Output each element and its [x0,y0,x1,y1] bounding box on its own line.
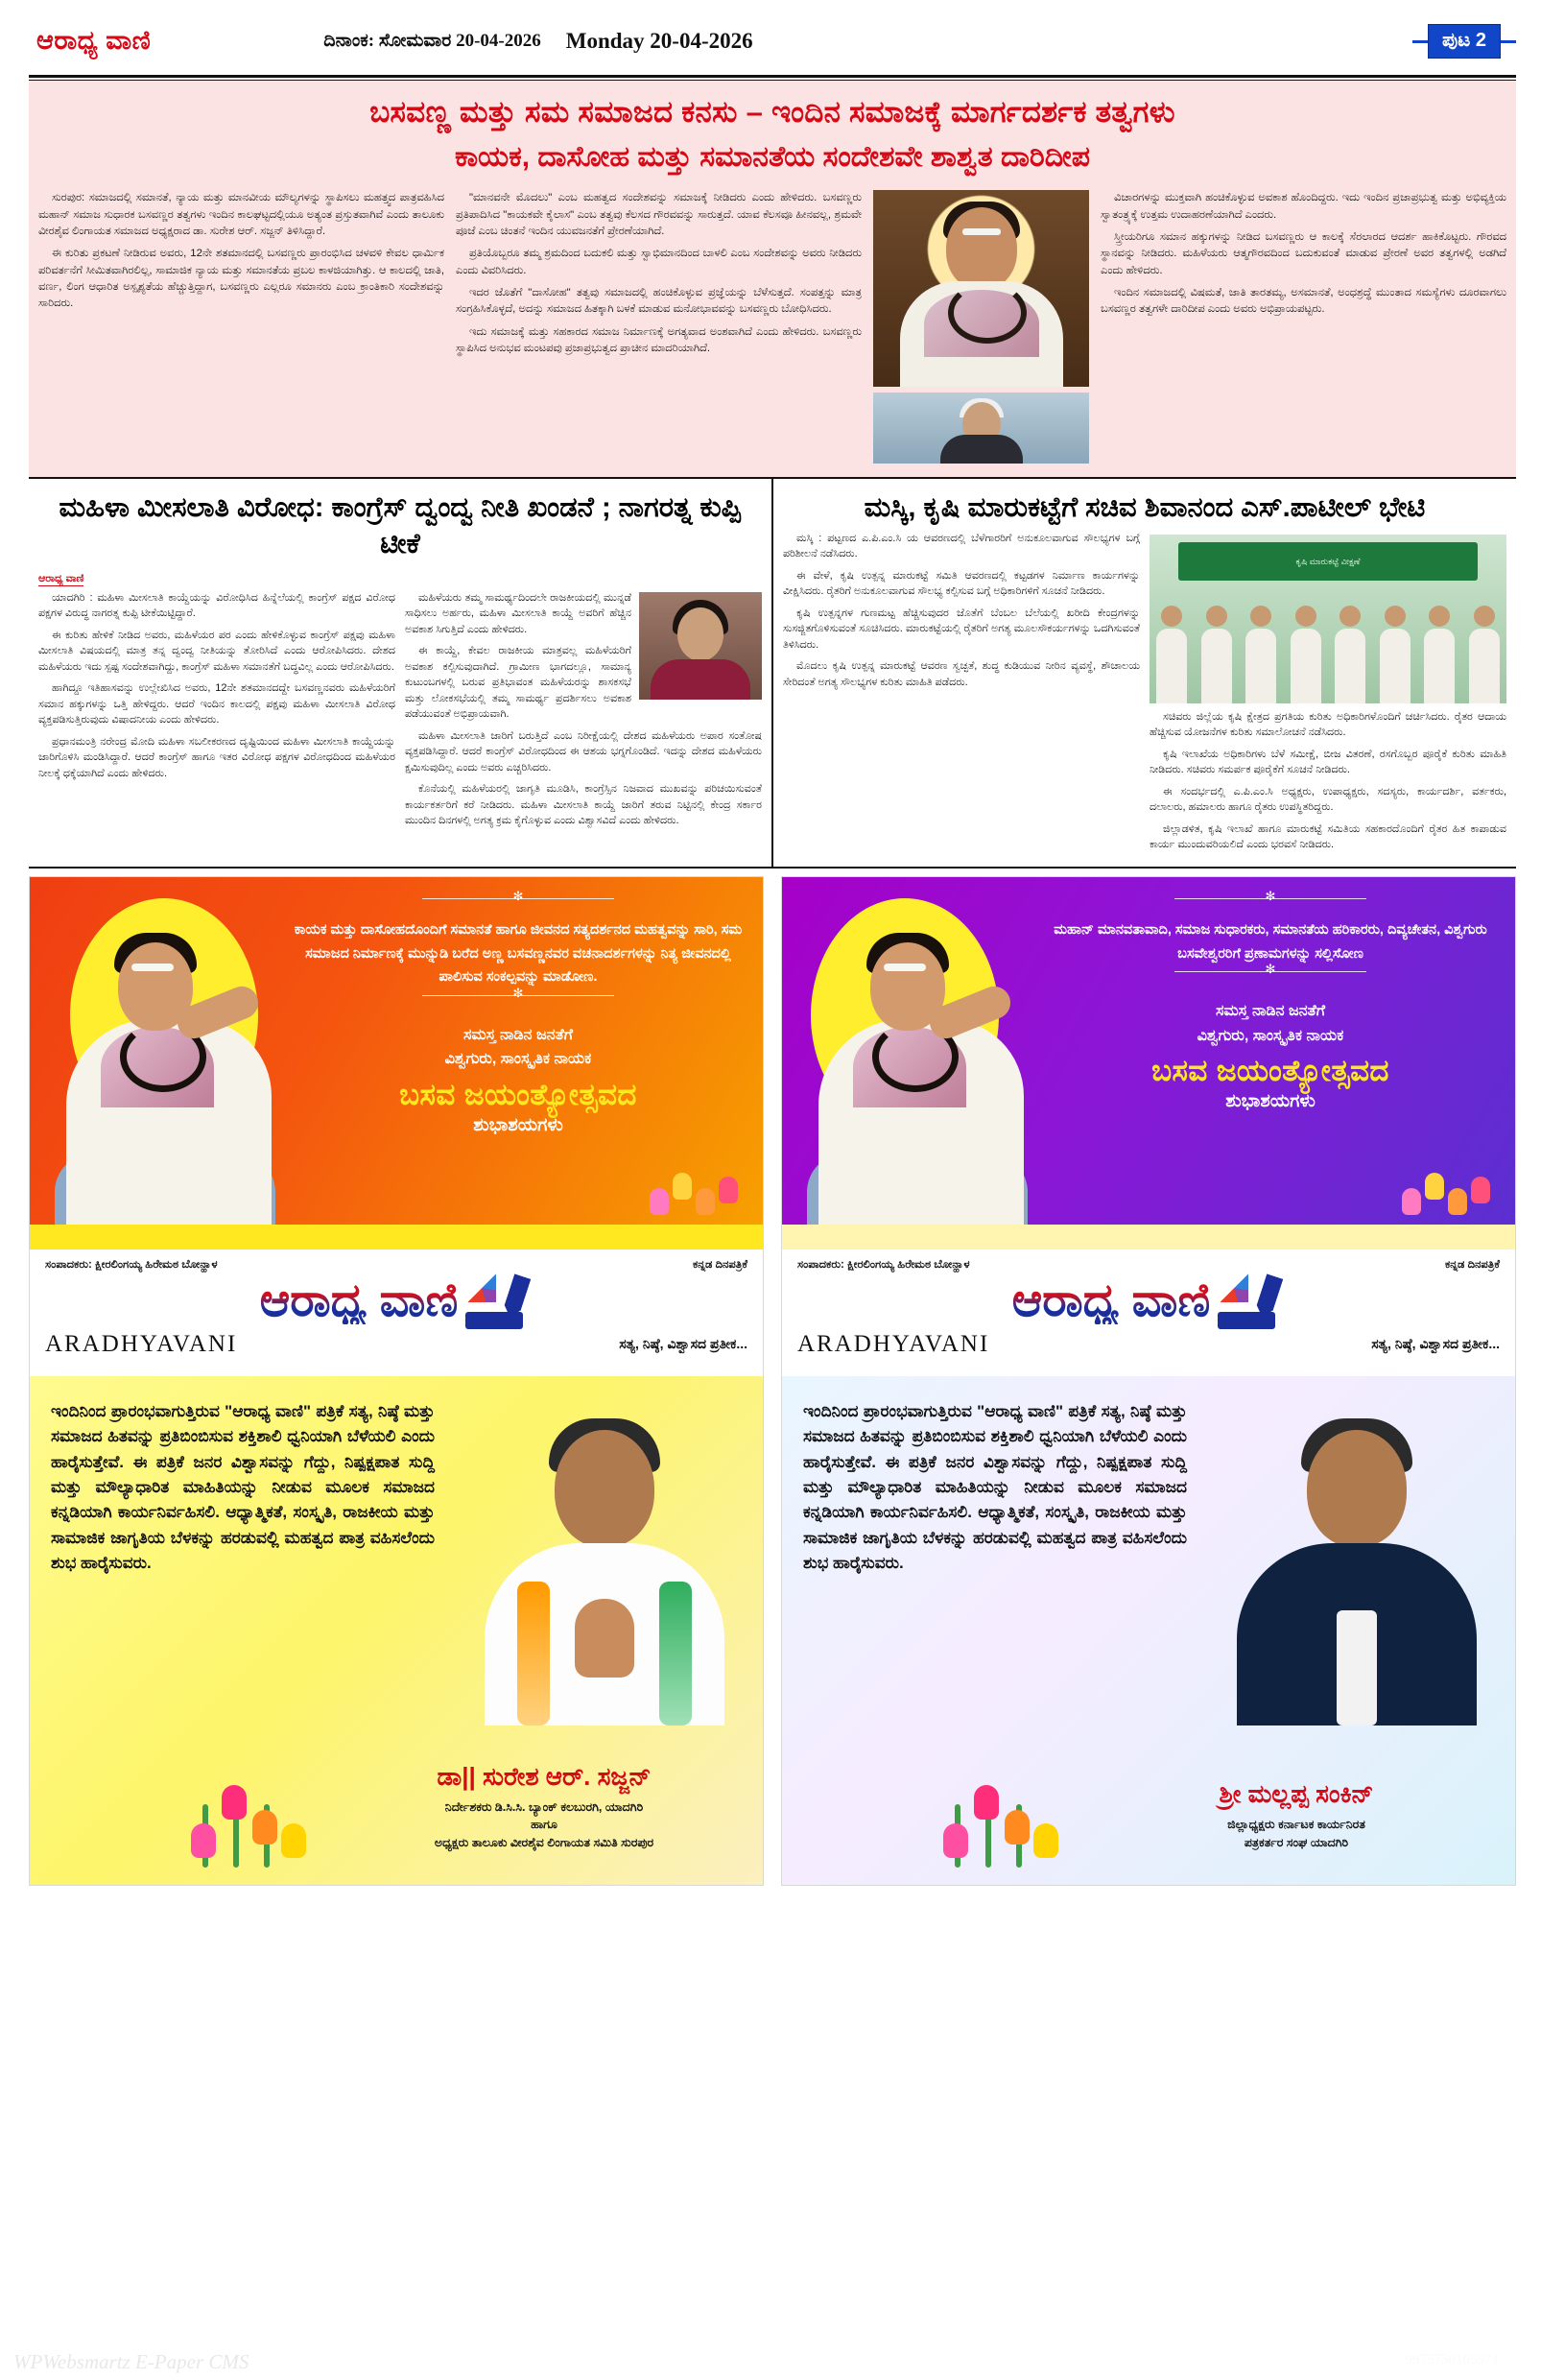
person-head [1295,606,1316,627]
flower [673,1173,692,1200]
story-para: ಈ ಕುರಿತು ಹೇಳಿಕೆ ನೀಡಿದ ಅವರು, ಮಹಿಳೆಯರ ಪರ ಎಂದು ಹೇಳಿಕೊಳ್ಳುವ ಕಾಂಗ್ರೆಸ್ ಪಕ್ಷವು ಮಹಿಳಾ ಮೀಸಲಾತಿ ವಿಷಯದಲ್ಲಿ ಮಾತ್ರ ತನ್ನ ದ್ವಂದ್ವ ನೀತಿಯನ್ನು ತೋರಿಸಿದೆ ಎಂದು ಆರೋಪಿಸಿದರು. ದೇಶದ ಮಹಿಳೆಯರು ಇದು ಸ್ಪಷ್ಟ ಸಂದೇಶವಾಗಿದ್ದು, ಕಾಂಗ್ರೆಸ್ ಮಹಿಳಾ ಸಮಾನತೆಗೆ ಬದ್ಧವಿಲ್ಲ ಎಂದು ಆರೋಪಿಸಿದರು. [38,629,395,673]
story-para: ಮಹಿಳಾ ಮೀಸಲಾತಿ ಜಾರಿಗೆ ಬರುತ್ತಿದೆ ಎಂಬ ನಿರೀಕ್ಷೆಯಲ್ಲಿ ದೇಶದ ಮಹಿಳೆಯರು ಅಪಾರ ಸಂತೋಷ ವ್ಯಕ್ತಪಡಿಸಿದ್ದಾರೆ. ಆದರೆ ಕಾಂಗ್ರೆಸ್ ವಿರೋಧದಿಂದ ಈ ಆಶಯ ಭಗ್ನಗೊಂಡಿದೆ. ಇದನ್ನು ದೇಶದ ಮಹಿಳೆಯರು ಕ್ಷಮಿಸುವುದಿಲ್ಲ ಎಂದು ಅವರು ಎಚ್ಚರಿಸಿದರು. [405,729,762,774]
lead-headline: ಬಸವಣ್ಣ ಮತ್ತು ಸಮ ಸಮಾಜದ ಕನಸು – ಇಂದಿನ ಸಮಾಜಕ್ಕೆ ಮಾರ್ಗದರ್ಶಕ ತತ್ವಗಳು [369,95,1175,129]
nagaratna-kuppi-photo [639,592,762,700]
masthead-title-kannada: ಆರಾಧ್ಯ ವಾಣಿ [259,1274,459,1326]
photo-banner [1178,542,1478,581]
figure-head [118,942,193,1031]
photo-person [1424,606,1455,703]
portrait-tilak [962,228,1001,235]
lead-column-1 [38,190,444,464]
masthead-editor: ಸಂಪಾದಕರು: ಕ್ಷೀರಲಿಂಗಯ್ಯ ಹಿರೇಮಠ ಬೋನ್ಹಾಳ [797,1258,970,1271]
person-head [555,1430,654,1547]
ad-right-wish: ಶುಭಾಶಯಗಳು [1225,1091,1316,1112]
masthead-bottom-row [797,1331,1500,1358]
flower [650,1188,669,1215]
lead-para: ಸುರಪುರ: ಸಮಾಜದಲ್ಲಿ ಸಮಾನತೆ, ನ್ಯಾಯ ಮತ್ತು ಮಾನವೀಯ ಮೌಲ್ಯಗಳನ್ನು ಸ್ಥಾಪಿಸಲು ಮಹತ್ತ್ವದ ಪಾತ್ರವಹಿಸಿದ ಮಹಾನ್ ಸಮಾಜ ಸುಧಾರಕ ಬಸವಣ್ಣರ ತತ್ವಗಳು ಇಂದಿನ ಕಾಲಘಟ್ಟದಲ್ಲಿಯೂ ಅತ್ಯಂತ ಪ್ರಸ್ತುತವಾಗಿವೆ ಎಂದು ತಾಲೂಕು ವೀರಶೈವ ಲಿಂಗಾಯತ ಸಮಾಜದ ಅಧ್ಯಕ್ಷರಾದ ಡಾ. ಸುರೇಶ ಆರ್. ಸಜ್ಜನ್ ತಿಳಿಸಿದ್ದಾರೆ. [38,192,444,237]
ad-card-right [781,876,1516,1886]
story-para: ಕೃಷಿ ಉತ್ಪನ್ನಗಳ ಗುಣಮಟ್ಟ ಹೆಚ್ಚಿಸುವುದರ ಜೊತೆಗೆ ಬೆಂಬಲ ಬೆಲೆಯಲ್ಲಿ ಖರೀದಿ ಕೇಂದ್ರಗಳನ್ನು ಸುಸಜ್ಜಿತಗೊಳಿಸುವಂತೆ ಸೂಚಿಸಿದರು. ಮಾರುಕಟ್ಟೆಯಲ್ಲಿ ರೈತರಿಗೆ ಅಗತ್ಯ ಮೂಲಸೌಕರ್ಯಗಳನ್ನು ಒದಗಿಸುವಂತೆ ತಿಳಿಸಿದರು. [783,607,1140,651]
person-head [1250,606,1271,627]
story-para: ಜಿಲ್ಲಾಡಳಿತ, ಕೃಷಿ ಇಲಾಖೆ ಹಾಗೂ ಮಾರುಕಟ್ಟೆ ಸಮಿತಿಯ ಸಹಕಾರದೊಂದಿಗೆ ರೈತರ ಹಿತ ಕಾಪಾಡುವ ಕಾರ್ಯ ಮುಂದುವರಿಯಲಿದೆ ಎಂದು ಭರವಸೆ ನೀಡಿದರು. [1150,822,1506,851]
greeting-ads-row [29,876,1516,1886]
person-head [1307,1430,1407,1547]
shirt-collar [1337,1610,1377,1726]
pen-book-logo-icon [1216,1273,1279,1329]
watermark-cms: WPWebsmartz E-Paper CMS [13,2350,249,2373]
flower [252,1810,277,1844]
masthead-tagline: ಸತ್ಯ, ನಿಷ್ಠೆ, ವಿಶ್ವಾಸದ ಪ್ರತೀಕ... [1371,1336,1500,1352]
flower [1005,1810,1030,1844]
masthead-bottom-row [45,1331,747,1358]
lead-body [29,186,1516,471]
masthead-title-kannada: ಆರಾಧ್ಯ ವಾಣಿ [1011,1274,1211,1326]
story-para: ಕೃಷಿ ಇಲಾಖೆಯ ಅಧಿಕಾರಿಗಳು ಬೆಳೆ ಸಮೀಕ್ಷೆ, ಬೀಜ ವಿತರಣೆ, ರಸಗೊಬ್ಬರ ಪೂರೈಕೆ ಕುರಿತು ಮಾಹಿತಿ ನೀಡಿದರು. ಸಚಿವರು ಸಮರ್ಪಕ ಪೂರೈಕೆಗೆ ಸೂಚನೆ ನೀಡಿದರು. [1150,748,1506,776]
signature-name: ಶ್ರೀ ಮಲ್ಲಪ್ಪ ಸಂಕಿನ್ [1219,1779,1374,1809]
ornament-divider-bottom [422,995,614,1006]
mid-left-byline: ಆರಾಧ್ಯ ವಾಣಿ [38,572,84,584]
masthead-top-row [45,1259,747,1272]
portrait-head [946,207,1017,290]
flower [719,1177,738,1203]
mid-left-headline: ಮಹಿಳಾ ಮೀಸಲಾತಿ ವಿರೋಧ: ಕಾಂಗ್ರೆಸ್ ದ್ವಂದ್ವ ನೀತಿ ಖಂಡನೆ ; ನಾಗರತ್ನ ಕುಪ್ಪಿ ಟೀಕೆ [59,492,742,559]
inset-person-photo [873,393,1089,464]
scarf-left [517,1582,550,1726]
mid-right-column-1 [783,531,1140,859]
chip-dash-right [1501,40,1516,43]
masthead-block-left [30,1250,763,1376]
masthead-kind: ಕನ್ನಡ ದಿನಪತ್ರಿಕೆ [692,1258,747,1271]
header-date-kannada: ದಿನಾಂಕ: ಸೋಮವಾರ 20-04-2026 [323,31,541,51]
flower [1448,1188,1467,1215]
bottom-right-message: ಇಂದಿನಿಂದ ಪ್ರಾರಂಭವಾಗುತ್ತಿರುವ "ಆರಾಧ್ಯ ವಾಣಿ" ಪತ್ರಿಕೆ ಸತ್ಯ, ನಿಷ್ಠೆ ಮತ್ತು ಸಮಾಜದ ಹಿತವನ್ನು ಪ್ರತಿಬಿಂಬಿಸುವ ಶಕ್ತಿಶಾಲಿ ಧ್ವನಿಯಾಗಿ ಬೆಳೆಯಲಿ ಎಂದು ಹಾರೈಸುತ್ತೇವೆ. ಈ ಪತ್ರಿಕೆ ಜನರ ವಿಶ್ವಾಸವನ್ನು ಗೆದ್ದು, ನಿಷ್ಪಕ್ಷಪಾತ ಸುದ್ದಿ ಮತ್ತು ಮೌಲ್ಯಾಧಾರಿತ ಮಾಹಿತಿಯನ್ನು ನೀಡುವ ಮೂಲಕ ಸಮಾಜದ ಕನ್ನಡಿಯಾಗಿ ಕಾರ್ಯನಿರ್ವಹಿಸಲಿ. ಆಧ್ಯಾತ್ಮಿಕತೆ, ಸಂಸ್ಕೃತಿ, ರಾಜಕೀಯ ಮತ್ತು ಸಾಮಾಜಿಕ ಜಾಗೃತಿಯ ಬೆಳಕನ್ನು ಹರಡುವಲ್ಲಿ ಮಹತ್ವದ ಪಾತ್ರ ವಹಿಸಲೆಂದು ಶುಭ ಹಾರೈಸುವರು. [803,1401,1187,1572]
figure-tilak [131,964,174,971]
pen-book-logo-icon [463,1273,527,1329]
portrait-beads [948,282,1027,344]
person-head [1161,606,1182,627]
flower [222,1785,247,1820]
mid-right-column-2 [1150,531,1506,859]
person-body [1245,629,1276,703]
person-collar [1237,1553,1477,1726]
masthead-title-english: ARADHYAVANI [797,1330,990,1357]
scarf-right [659,1582,692,1726]
mallappa-sankin-photo [1198,1376,1515,1760]
flower [281,1823,306,1858]
flowers-decoration [1396,1129,1511,1221]
bottom-right-signature [1095,1779,1498,1852]
ad-right-line2: ವಿಶ್ವಗುರು, ಸಾಂಸ್ಕೃತಿಕ ನಾಯಕ [1197,1027,1344,1044]
ornament-divider-top [422,898,614,909]
header-rule-thick [29,75,1516,78]
story-para: ಈ ಸಂದರ್ಭದಲ್ಲಿ ಎ.ಪಿ.ಎಂ.ಸಿ ಅಧ್ಯಕ್ಷರು, ಉಪಾಧ್ಯಕ್ಷರು, ಸದಸ್ಯರು, ಕಾರ್ಯದರ್ಶಿ, ವರ್ತಕರು, ದಲಾಲರು, ಹಮಾಲರು ಹಾಗೂ ರೈತರು ಉಪಸ್ಥಿತರಿದ್ದರು. [1150,785,1506,814]
ad-card-left [29,876,764,1886]
masthead-kind: ಕನ್ನಡ ದಿನಪತ್ರಿಕೆ [1444,1258,1500,1271]
signature-role-1: ನಿರ್ದೇಶಕರು ಡಿ.ಸಿ.ಸಿ. ಬ್ಯಾಂಕ್ ಕಲಬುರಗಿ, ಯಾದಗಿರಿ [444,1799,644,1814]
ad-right-message: ಮಹಾನ್ ಮಾನವತಾವಾದಿ, ಸಮಾಜ ಸುಧಾರಕರು, ಸಮಾನತೆಯ ಹರಿಕಾರರು, ದಿವ್ಯಚೇತನ, ವಿಶ್ವಗುರು ಬಸವೇಶ್ವರರಿಗೆ ಪ್ರಣಾಮಗಳನ್ನು ಸಲ್ಲಿಸೋಣ [1054,921,1487,962]
story-para: ಈ ವೇಳೆ, ಕೃಷಿ ಉತ್ಪನ್ನ ಮಾರುಕಟ್ಟೆ ಸಮಿತಿ ಆವರಣದಲ್ಲಿ ಕಟ್ಟಡಗಳ ನಿರ್ಮಾಣ ಕಾರ್ಯಗಳನ್ನು ವೀಕ್ಷಿಸಿದರು. ರೈತರಿಗೆ ಅನುಕೂಲವಾಗುವ ಸೌಲಭ್ಯ ಕಲ್ಪಿಸುವ ಬಗ್ಗೆ ಅಧಿಕಾರಿಗಳಿಗೆ ಸೂಚನೆ ನೀಡಿದರು. [783,569,1140,598]
watermark-code: 9975750105971 [1405,2352,1499,2368]
ad-left-line1: ಸಮಸ್ತ ನಾಡಿನ ಜನತೆಗೆ [462,1026,574,1043]
story-para: ಕೊನೆಯಲ್ಲಿ ಮಹಿಳೆಯರಲ್ಲಿ ಜಾಗೃತಿ ಮೂಡಿಸಿ, ಕಾಂಗ್ರೆಸ್ಸಿನ ನಿಜವಾದ ಮುಖವನ್ನು ಪರಿಚಯಿಸುವಂತೆ ಕಾರ್ಯಕರ್ತರಿಗೆ ಕರೆ ನೀಡಿದರು. ಮಹಿಳಾ ಮೀಸಲಾತಿ ಕಾಯ್ದೆ ಜಾರಿಗೆ ತರುವ ನಿಟ್ಟಿನಲ್ಲಿ ಕೇಂದ್ರ ಸರ್ಕಾರ ಮುಂದಿನ ದಿನಗಳಲ್ಲಿ ಅಗತ್ಯ ಕ್ರಮ ಕೈಗೊಳ್ಳುವ ಎಂದು ವಿಶ್ವಾಸವಿದೆ ಎಂದು ಹೇಳಿದರು. [405,783,762,827]
lead-para: "ಮಾನವನೇ ಮೊದಲು" ಎಂಬ ಮಹತ್ವದ ಸಂದೇಶವನ್ನು ಸಮಾಜಕ್ಕೆ ನೀಡಿದರು ಎಂದು ಹೇಳಿದರು. ಬಸವಣ್ಣರು ಪ್ರತಿಪಾದಿಸಿದ "ಕಾಯಕವೇ ಕೈಲಾಸ" ಎಂಬ ತತ್ವವು ಕೆಲಸದ ಗೌರವವನ್ನು ಸಾರುತ್ತದೆ. ಯಾವ ಕೆಲಸವೂ ಹೀನವಲ್ಲ, ಶ್ರಮವೇ ಪೂಜೆ ಎಂಬ ಚಿಂತನೆ ಇಂದಿನ ಯುವಜನತೆಗೆ ಪ್ರೇರಣೆಯಾಗಿದೆ. [456,192,862,237]
flower [1033,1823,1058,1858]
story-para: ಮಸ್ಕಿ : ಪಟ್ಟಣದ ಎ.ಪಿ.ಎಂ.ಸಿ ಯ ಆವರಣದಲ್ಲಿ ಬೆಳೆಗಾರರಿಗೆ ಅನುಕೂಲವಾಗುವ ಸೌಲಭ್ಯಗಳ ಬಗ್ಗೆ ಪರಿಶೀಲನೆ ನಡೆಸಿದರು. [783,532,1140,560]
header-date-english: Monday 20-04-2026 [565,29,753,53]
mid-stories [29,479,1516,869]
suresh-sajjan-photo [446,1376,763,1760]
banner-bottom-strip [782,1225,1515,1250]
basavanna-portrait-photo [873,190,1089,387]
story-para: ಹಾಗಿದ್ದೂ ಇತಿಹಾಸವನ್ನು ಉಲ್ಲೇಖಿಸಿದ ಅವರು, 12ನೇ ಶತಮಾನದದ್ದೇ ಬಸವಣ್ಣನವರು ಮಹಿಳೆಯರಿಗೆ ಸಮಾನ ಹಕ್ಕುಗಳನ್ನು ಒತ್ತಿ ಹೇಳಿದ್ದರು. ಆದರೆ ಇಂದಿನ ಕಾಲದಲ್ಲಿ ಪಕ್ಷವು ಮಹಿಳಾ ಮೀಸಲಾತಿ ವಿರೋಧ ವ್ಯಕ್ತಪಡಿಸುತ್ತಿರುವುದು ವಿಷಾದನೀಯ ಎಂದು ಹೇಳಿದರು. [38,682,395,726]
chip-dash-left [1412,40,1428,43]
person-body [1156,629,1187,703]
masthead-logo-row [797,1273,1500,1329]
lead-para: ಇದು ಸಮಾಜಕ್ಕೆ ಮತ್ತು ಸಹಕಾರದ ಸಮಾಜ ನಿರ್ಮಾಣಕ್ಕೆ ಅಗತ್ಯವಾದ ಅಂಶವಾಗಿದೆ ಎಂದು ಹೇಳಿದರು. ಬಸವಣ್ಣರು ಸ್ಥಾಪಿಸಿದ ಅನುಭವ ಮಂಟಪವು ಪ್ರಜಾಪ್ರಭುತ್ವದ ಪ್ರಾಚೀನ ಮಾದರಿಯಾಗಿದೆ. [456,325,862,354]
basava-jayanti-banner-orange [30,877,763,1225]
page-number-badge: ಪುಟ 2 [1428,24,1501,59]
story-para: ಮಹಿಳೆಯರು ತಮ್ಮ ಸಾಮರ್ಥ್ಯದಿಂದಲೇ ರಾಜಕೀಯದಲ್ಲಿ ಮುನ್ನಡೆ ಸಾಧಿಸಲು ಅರ್ಹರು, ಮಹಿಳಾ ಮೀಸಲಾತಿ ಕಾಯ್ದೆ ಅವರಿಗೆ ಹೆಚ್ಚಿನ ಅವಕಾಶ ಸಿಗುತ್ತಿದೆ ಎಂದು ಹೇಳಿದರು. [405,591,631,635]
lead-column-2 [456,190,862,464]
lead-para: ವಿಚಾರಗಳನ್ನು ಮುಕ್ತವಾಗಿ ಹಂಚಿಕೊಳ್ಳುವ ಅವಕಾಶ ಹೊಂದಿದ್ದರು. ಇದು ಇಂದಿನ ಪ್ರಜಾಪ್ರಭುತ್ವ ಮತ್ತು ಅಭಿವ್ಯಕ್ತಿಯ ಸ್ವಾತಂತ್ರ್ಯಕ್ಕೆ ಉತ್ತಮ ಉದಾಹರಣೆಯಾಗಿದೆ ಎಂದರು. [1101,192,1506,221]
photo-person [1201,606,1232,703]
header-brand: ಆರಾಧ್ಯ ವಾಣಿ [36,26,152,55]
bottom-right-flowers [926,1724,1099,1868]
masthead-tagline: ಸತ್ಯ, ನಿಷ್ಠೆ, ವಿಶ್ವಾಸದ ಪ್ರತೀಕ... [619,1336,747,1352]
flowers-decoration [644,1129,759,1221]
lead-para: ಇದರ ಜೊತೆಗೆ "ದಾಸೋಹ" ತತ್ವವು ಸಮಾಜದಲ್ಲಿ ಹಂಚಿಕೊಳ್ಳುವ ಪ್ರಜ್ಞೆಯನ್ನು ಬೆಳೆಸುತ್ತದೆ. ಸಂಪತ್ತನ್ನು ಮಾತ್ರ ಸಂಗ್ರಹಿಸಿಕೊಳ್ಳದೆ, ಅದನ್ನು ಸಮಾಜದ ಹಿತಕ್ಕಾಗಿ ಬಳಕೆ ಮಾಡುವ ಮನೋಭಾವವನ್ನು ಬಸವಣ್ಣರು ಬೋಧಿಸಿದರು. [456,286,862,316]
fan-icon [1220,1273,1248,1302]
fan-icon [467,1273,496,1302]
person-head [1339,606,1361,627]
basavanna-figure [801,908,1037,1225]
photo-person [1380,606,1411,703]
ornament-divider-bottom [1174,971,1366,982]
flower [191,1823,216,1858]
page-number-group [1412,24,1516,59]
story-para: ಸಚಿವರು ಜಿಲ್ಲೆಯ ಕೃಷಿ ಕ್ಷೇತ್ರದ ಪ್ರಗತಿಯ ಕುರಿತು ಅಧಿಕಾರಿಗಳೊಂದಿಗೆ ಚರ್ಚಿಸಿದರು. ರೈತರ ಆದಾಯ ಹೆಚ್ಚಿಸುವ ಯೋಜನೆಗಳ ಕುರಿತು ಸಮಾಲೋಚನೆ ನಡೆಸಿದರು. [1150,710,1506,739]
ad-right-line1: ಸಮಸ್ತ ನಾಡಿನ ಜನತೆಗೆ [1215,1003,1326,1020]
bottom-left-message: ಇಂದಿನಿಂದ ಪ್ರಾರಂಭವಾಗುತ್ತಿರುವ "ಆರಾಧ್ಯ ವಾಣಿ" ಪತ್ರಿಕೆ ಸತ್ಯ, ನಿಷ್ಠೆ ಮತ್ತು ಸಮಾಜದ ಹಿತವನ್ನು ಪ್ರತಿಬಿಂಬಿಸುವ ಶಕ್ತಿಶಾಲಿ ಧ್ವನಿಯಾಗಿ ಬೆಳೆಯಲಿ ಎಂದು ಹಾರೈಸುತ್ತೇವೆ. ಈ ಪತ್ರಿಕೆ ಜನರ ವಿಶ್ವಾಸವನ್ನು ಗೆದ್ದು, ನಿಷ್ಪಕ್ಷಪಾತ ಸುದ್ದಿ ಮತ್ತು ಮೌಲ್ಯಾಧಾರಿತ ಮಾಹಿತಿಯನ್ನು ನೀಡುವ ಮೂಲಕ ಸಮಾಜದ ಕನ್ನಡಿಯಾಗಿ ಕಾರ್ಯನಿರ್ವಹಿಸಲಿ. ಆಧ್ಯಾತ್ಮಿಕತೆ, ಸಂಸ್ಕೃತಿ, ರಾಜಕೀಯ ಮತ್ತು ಸಾಮಾಜಿಕ ಜಾಗೃತಿಯ ಬೆಳಕನ್ನು ಹರಡುವಲ್ಲಿ ಮಹತ್ವದ ಪಾತ್ರ ವಹಿಸಲೆಂದು ಶುಭ ಹಾರೈಸುವರು. [51,1401,435,1572]
story-women-reservation [29,479,773,867]
lead-para: ಪ್ರತಿಯೊಬ್ಬರೂ ತಮ್ಮ ಶ್ರಮದಿಂದ ಬದುಕಲಿ ಮತ್ತು ಸ್ವಾಭಿಮಾನದಿಂದ ಬಾಳಲಿ ಎಂಬ ಸಂದೇಶವನ್ನು ಅವರು ನೀಡಿದರು ಎಂದು ವಿವರಿಸಿದರು. [456,248,862,276]
book-icon [465,1312,523,1329]
banner-bottom-strip [30,1225,763,1250]
flower [696,1188,715,1215]
person-head [1429,606,1450,627]
person-body [1291,629,1321,703]
person-body [1469,629,1500,703]
ad-left-text [289,892,747,1136]
lead-para: ಈ ಕುರಿತು ಪ್ರಕಟಣೆ ನೀಡಿರುವ ಅವರು, 12ನೇ ಶತಮಾನದಲ್ಲಿ ಬಸವಣ್ಣರು ಪ್ರಾರಂಭಿಸಿದ ಚಳವಳಿ ಕೇವಲ ಧಾರ್ಮಿಕ ಪರಿವರ್ತನೆಗೆ ಸೀಮಿತವಾಗಿರಲಿಲ್ಲ, ಸಾಮಾಜಿಕ ನ್ಯಾಯ ಮತ್ತು ಸಮಾನತೆಯ ಪ್ರಬಲ ಕಾಳಜಿಯಾಗಿತ್ತು. ಆ ಕಾಲದಲ್ಲಿ ಜಾತಿ, ವರ್ಣ, ಲಿಂಗ ಆಧಾರಿತ ಅಸ್ಪೃಶ್ಯತೆಯ ಹೆಚ್ಚುತ್ತಿದ್ದಾಗ, ಬಸವಣ್ಣರು ಎಲ್ಲರೂ ಸಮಾನರು ಎಂಬ ಕ್ರಾಂತಿಕಾರಿ ಸಂದೇಶವನ್ನು ಸಾರಿದರು. [38,248,444,310]
namaste-hands [575,1599,634,1678]
story-para: ಈ ಕಾಯ್ದೆ, ಕೇವಲ ರಾಜಕೀಯ ಮಾತ್ರವಲ್ಲ ಮಹಿಳೆಯರಿಗೆ ಅವಕಾಶ ಕಲ್ಪಿಸುವುದಾಗಿದೆ. ಗ್ರಾಮೀಣ ಭಾಗದಲ್ಲೂ, ಸಾಮಾನ್ಯ ಕುಟುಂಬಗಳಲ್ಲಿ ಬರುವ ಪ್ರತಿಭಾವಂತ ಮಹಿಳೆಯರನ್ನು ಶಾಸಕಸಭೆ ಮತ್ತು ಲೋಕಸಭೆಯಲ್ಲಿ ತಮ್ಮ ಸಾಮರ್ಥ್ಯ ಪ್ರದರ್ಶಿಸಲು ಅವಕಾಶ ಪಡೆಯುವಂತೆ ಅಭಿಪ್ರಾಯವಾಗಿ. [405,645,631,721]
mid-right-headline: ಮಸ್ಕಿ, ಕೃಷಿ ಮಾರುಕಟ್ಟೆಗೆ ಸಚಿವ ಶಿವಾನಂದ ಎಸ್.ಪಾಟೀಲ್ ಭೇಟಿ [864,492,1426,524]
signature-name: ಡಾ|| ಸುರೇಶ ಆರ್. ಸಜ್ಜನ್ [437,1761,652,1791]
flower [943,1823,968,1858]
mid-right-body [783,531,1506,859]
signature-role-2: ಹಾಗೂ [531,1818,557,1832]
flower [1471,1177,1490,1203]
ornament-divider-top [1174,898,1366,909]
inset-body [940,435,1023,464]
ad-right-big-text: ಬಸವ ಜಯಂತ್ಯೋತ್ಸವದ [1151,1054,1389,1088]
masthead-top-row [797,1259,1500,1272]
masthead-editor: ಸಂಪಾದಕರು: ಕ್ಷೀರಲಿಂಗಯ್ಯ ಹಿರೇಮಠ ಬೋನ್ಹಾಳ [45,1258,218,1271]
person-body [1335,629,1365,703]
photo-banner-text: ಕೃಷಿ ಮಾರುಕಟ್ಟೆ ವೀಕ್ಷಣೆ [1295,556,1361,566]
bottom-left-signature [343,1762,746,1852]
lead-story [29,81,1516,479]
ad-right-text [1041,892,1500,1112]
story-para: ಯಾದಗಿರಿ : ಮಹಿಳಾ ಮೀಸಲಾತಿ ಕಾಯ್ದೆಯನ್ನು ವಿರೋಧಿಸಿದ ಹಿನ್ನೆಲೆಯಲ್ಲಿ ಕಾಂಗ್ರೆಸ್ ಪಕ್ಷದ ವಿರೋಧ ಪಕ್ಷಗಳ ವಿರುದ್ಧ ನಾಗರತ್ನ ಕುಪ್ಪಿ ಟೀಕೆಯಿಟ್ಟಿದ್ದಾರೆ. [38,591,395,620]
photo-people-row [1150,588,1506,703]
story-minister-visit [773,479,1516,867]
basava-jayanti-banner-purple [782,877,1515,1225]
person-body [1424,629,1455,703]
lead-para: ಸ್ತ್ರೀಯರಿಗೂ ಸಮಾನ ಹಕ್ಕುಗಳನ್ನು ನೀಡಿದ ಬಸವಣ್ಣರು ಆ ಕಾಲಕ್ಕೆ ಸೆರಲಾರದ ಆದರ್ಶ ಹಾಕಿಕೊಟ್ಟರು. ಗೌರವದ ಸ್ಥಾನವನ್ನು ನೀಡಿದರು. ಮಹಿಳೆಯರು ಆತ್ಮಗೌರವದಿಂದ ಬದುಕುವಂತೆ ಮಾಡುವ ಪ್ರೇರಣೆ ಅವರ ತತ್ವಗಳಲ್ಲಿ ಅಡಗಿದೆ ಎಂದು ಹೇಳಿದರು. [1101,230,1506,276]
person-head [1385,606,1406,627]
person-body [1201,629,1232,703]
photo-person [1245,606,1276,703]
story-para: ಪ್ರಧಾನಮಂತ್ರಿ ನರೇಂದ್ರ ಮೋದಿ ಮಹಿಳಾ ಸಬಲೀಕರಣದ ದೃಷ್ಟಿಯಿಂದ ಮಹಿಳಾ ಮೀಸಲಾತಿ ಕಾಯ್ದೆಯನ್ನು ಜಾರಿಗೊಳಿಸಿ ಮಂಡಿಸಿದ್ದಾರೆ. ಆದರೆ ಕಾಂಗ್ರೆಸ್ ಹಾಗೂ ಇತರ ವಿರೋಧ ಪಕ್ಷಗಳ ವಿರೋಧದಿಂದ ಮಹಿಳೆಯರ ನೀಲಕ್ಕೆ ಧಕ್ಕೆಯಾಗಿದೆ ಎಂದು ಹೇಳಿದರು. [38,735,395,779]
basavanna-figure [49,908,285,1225]
photo-person [1335,606,1365,703]
figure-head [870,942,945,1031]
bottom-greeting-left [30,1376,763,1885]
ad-left-big-text: ಬಸವ ಜಯಂತ್ಯೋತ್ಸವದ [399,1078,637,1112]
person-head [1474,606,1495,627]
figure-tilak [884,964,926,971]
page-header [0,0,1541,69]
lead-subheadline: ಕಾಯಕ, ದಾಸೋಹ ಮತ್ತು ಸಮಾನತೆಯ ಸಂದೇಶವೇ ಶಾಶ್ವತ ದಾರಿದೀಪ [454,140,1091,173]
bottom-left-flowers [174,1724,346,1868]
flower [1425,1173,1444,1200]
masthead-block-right [782,1250,1515,1376]
person-head [1206,606,1227,627]
photo-person [1156,606,1187,703]
book-icon [1218,1312,1275,1329]
flower [1402,1188,1421,1215]
person-body [1380,629,1411,703]
photo-saree [651,659,750,700]
lead-figure-block [873,190,1089,464]
flower [974,1785,999,1820]
signature-role-2: ಪತ್ರಕರ್ತರ ಸಂಘ ಯಾದಗಿರಿ [1244,1836,1349,1850]
masthead-logo-row [45,1273,747,1329]
bottom-greeting-right [782,1376,1515,1885]
mid-left-body [38,590,762,835]
signature-role-1: ಜಿಲ್ಲಾಧ್ಯಕ್ಷರು ಕರ್ನಾಟಕ ಕಾರ್ಯನಿರತ [1227,1818,1365,1832]
lead-column-3 [1101,190,1506,464]
ad-left-wish: ಶುಭಾಶಯಗಳು [473,1115,563,1136]
mid-left-column-2 [405,590,762,835]
ad-left-message: ಕಾಯಕ ಮತ್ತು ದಾಸೋಹದೊಂದಿಗೆ ಸಮಾನತೆ ಹಾಗೂ ಜೀವನದ ಸತ್ಯದರ್ಶನದ ಮಹತ್ವವನ್ನು ಸಾರಿ, ಸಮ ಸಮಾಜದ ನಿರ್ಮಾಣಕ್ಕೆ ಮುನ್ನುಡಿ ಬರೆದ ಅಣ್ಣ ಬಸವಣ್ಣನವರ ವಚನಾದರ್ಶಗಳನ್ನು ನಿತ್ಯ ಜೀವನದಲ್ಲಿ ಪಾಲಿಸುವ ಸಂಕಲ್ಪವನ್ನು ಮಾಡೋಣ. [294,921,743,986]
photo-person [1469,606,1500,703]
story-para: ಮೊದಲು ಕೃಷಿ ಉತ್ಪನ್ನ ಮಾರುಕಟ್ಟೆ ಆವರಣ ಸ್ವಚ್ಛತೆ, ಶುದ್ಧ ಕುಡಿಯುವ ನೀರಿನ ವ್ಯವಸ್ಥೆ, ಶೌಚಾಲಯ ಸೇರಿದಂತೆ ಅಗತ್ಯ ಸೌಲಭ್ಯಗಳ ಕುರಿತು ಮಾಹಿತಿ ಪಡೆದರು. [783,660,1140,688]
mid-left-column-1 [38,590,395,835]
lead-para: ಇಂದಿನ ಸಮಾಜದಲ್ಲಿ ವಿಷಮತೆ, ಜಾತಿ ತಾರತಮ್ಯ, ಅಸಮಾನತೆ, ಅಂಧಶ್ರದ್ಧೆ ಮುಂತಾದ ಸಮಸ್ಯೆಗಳು ದೂರವಾಗಲು ಬಸವಣ್ಣರ ತತ್ವಗಳೇ ದಾರಿದೀಪ ಎಂದು ಅವರು ಅಭಿಪ್ರಾಯಪಟ್ಟರು. [1101,286,1506,316]
masthead-title-english: ARADHYAVANI [45,1330,238,1357]
apmc-group-photo [1150,535,1506,703]
signature-role-3: ಅಧ್ಯಕ್ಷರು ತಾಲೂಕು ವೀರಶೈವ ಲಿಂಗಾಯತ ಸಮಿತಿ ಸುರಪುರ [434,1836,654,1850]
ad-left-line2: ವಿಶ್ವಗುರು, ಸಾಂಸ್ಕೃತಿಕ ನಾಯಕ [444,1051,592,1068]
photo-person [1291,606,1321,703]
photo-head [677,607,723,661]
